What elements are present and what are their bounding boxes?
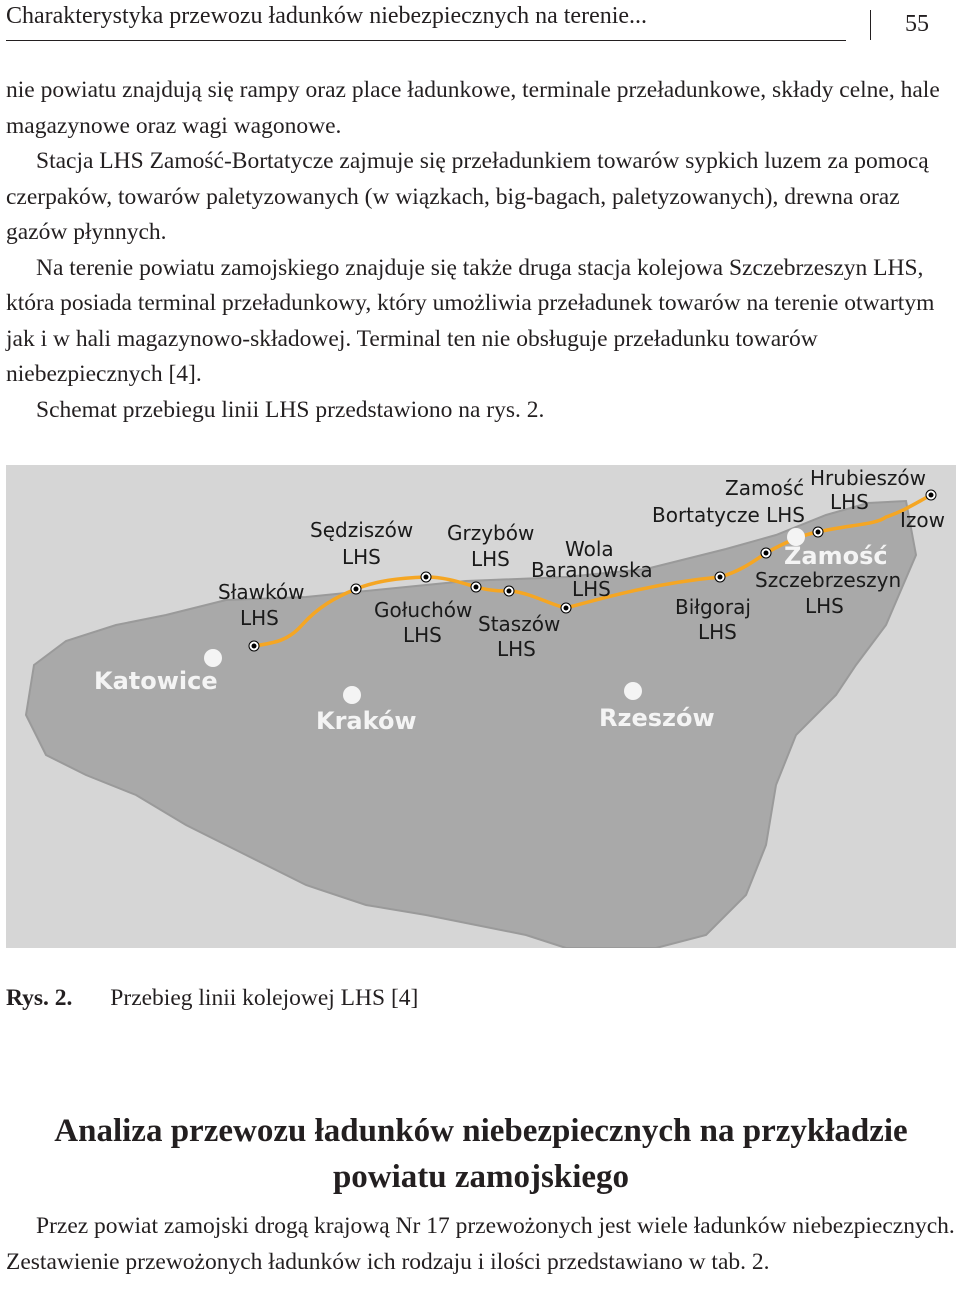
station-label-hrubieszow-suffix: LHS [830, 490, 869, 514]
caption-label: Rys. 2. [6, 985, 73, 1011]
paragraph: Stacja LHS Zamość-Bortatycze zajmuje się przeładunkiem towarów sypkich luzem za pomocą czerpaków, towarów paletyzowanych (w wiązkach, big-bagach, paletyzowanych), drewna oraz gazów płynnych. [6, 148, 929, 245]
paragraph: Na terenie powiatu zamojskiego znajduje się także druga stacja kolejowa Szczebrzeszyn LHS, która posiada terminal przeładunkowy, który umożliwia przeładunek towarów na terenie otwartym jak i w hali magazynowo-składowej. Terminal ten nie obsługuje przeładunku towarów niebezpiecznych [4]. [6, 254, 935, 387]
city-label-zamosc: Zamość [784, 542, 888, 570]
station-label-staszow: Staszów [478, 612, 561, 636]
station-label-bilgoraj-suffix: LHS [698, 620, 737, 644]
map-svg [6, 465, 956, 948]
city-marker [624, 682, 642, 700]
paragraph: Przez powiat zamojski drogą krajową Nr 17 przewożonych jest wiele ładunków niebezpiecznych. Zestawienie przewożonych ładunków ich rodzaju i ilości przedstawiano w tab. 2. [6, 1213, 955, 1275]
station-label-grzybow-suffix: LHS [471, 547, 510, 571]
figure-caption [6, 982, 418, 1014]
running-header [6, 0, 846, 41]
city-label-katowice: Katowice [94, 667, 218, 695]
station-label-staszow-suffix: LHS [497, 637, 536, 661]
station-label-szczebrzeszyn: Szczebrzeszyn [755, 568, 902, 592]
city-marker [343, 686, 361, 704]
section-title [6, 1108, 956, 1200]
city-label-rzeszow: Rzeszów [599, 704, 715, 732]
section-title-line: Analiza przewozu ładunków niebezpiecznych na przykładzie [54, 1113, 908, 1149]
page-number: 55 [905, 11, 929, 37]
station-label-wola-suffix: LHS [572, 577, 611, 601]
station-label-sedziszow: Sędziszów [310, 518, 414, 542]
paragraph: nie powiatu znajdują się rampy oraz place ładunkowe, terminale przeładunkowe, składy celne, hale magazynowe oraz wagi wagonowe. [6, 77, 940, 139]
station-label-slawkow-suffix: LHS [240, 606, 279, 630]
station-label-goluchow-suffix: LHS [403, 623, 442, 647]
city-marker [204, 649, 222, 667]
header-separator [870, 10, 871, 40]
station-label-sedziszow-suffix: LHS [342, 545, 381, 569]
body-text-block [6, 1209, 956, 1280]
station-label-zamosc: Zamość [725, 476, 805, 500]
section-title-line: powiatu zamojskiego [332, 1159, 630, 1195]
lhs-route-map [6, 465, 956, 948]
station-label-wola-line2: Baranowska [531, 558, 653, 582]
running-title: Charakterystyka przewozu ładunków niebezpiecznych na terenie... [6, 3, 648, 29]
body-text-block [6, 73, 956, 428]
paragraph: Schemat przebiegu linii LHS przedstawiono na rys. 2. [36, 396, 545, 423]
station-label-zamosc-line2: Bortatycze LHS [652, 503, 805, 527]
station-label-izow: Izow [900, 508, 945, 532]
station-label-slawkow: Sławków [218, 580, 305, 604]
city-label-krakow: Kraków [316, 707, 417, 735]
station-label-goluchow: Gołuchów [374, 598, 473, 622]
caption-text: Przebieg linii kolejowej LHS [4] [110, 985, 419, 1011]
station-label-hrubieszow: Hrubieszów [810, 466, 927, 490]
station-label-szczebrzeszyn-suffix: LHS [805, 594, 844, 618]
station-label-bilgoraj: Biłgoraj [675, 595, 751, 619]
station-label-wola: Wola [565, 537, 614, 561]
station-label-grzybow: Grzybów [447, 521, 535, 545]
